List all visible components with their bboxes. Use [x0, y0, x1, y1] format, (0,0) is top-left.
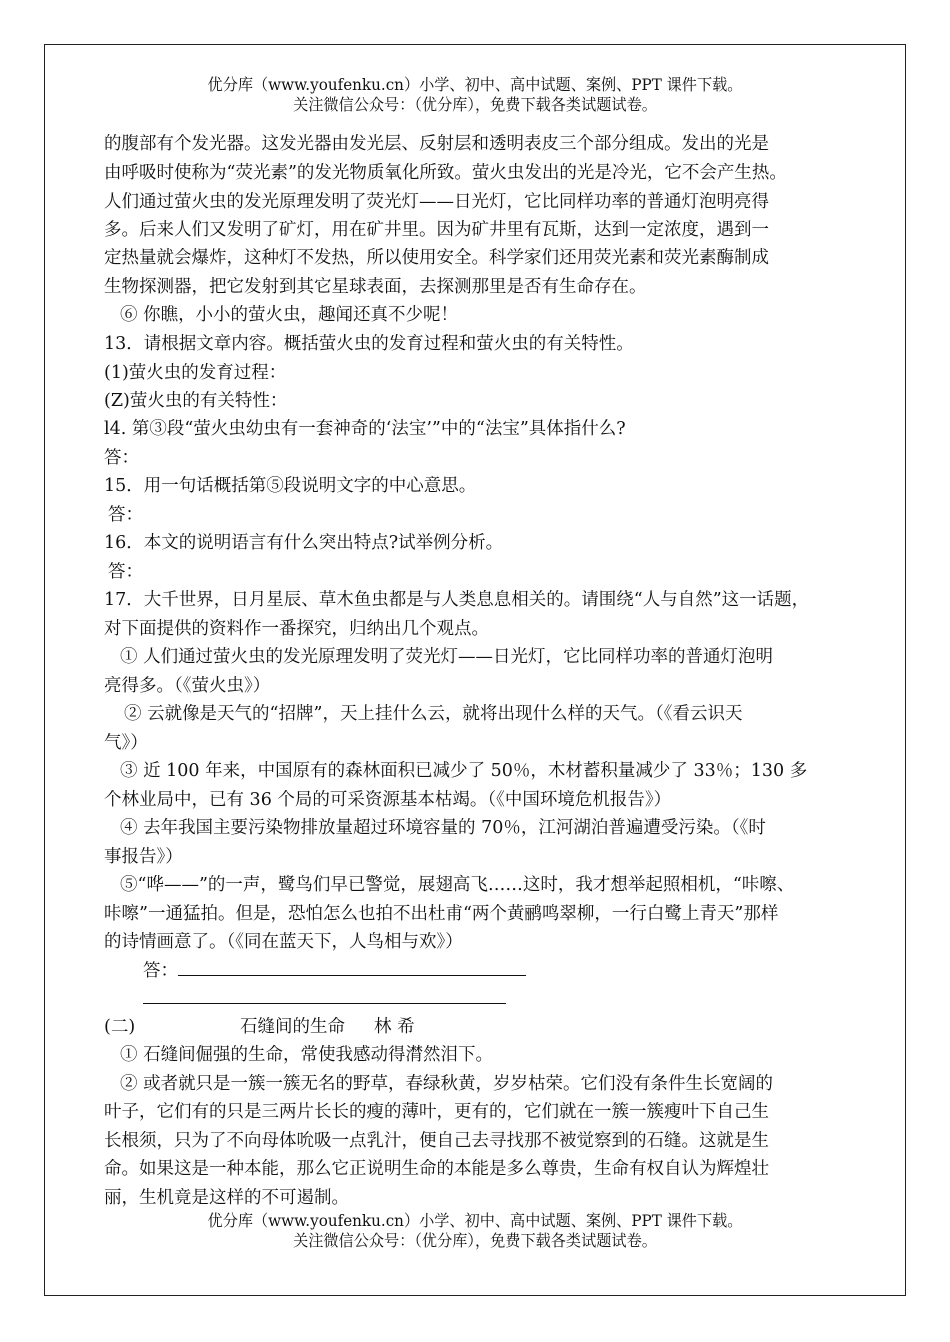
footer-line-2: 关注微信公众号：（优分库），免费下载各类试题试卷。 [293, 1231, 657, 1250]
answer-label: 答： [143, 961, 178, 981]
material-1: ① 人们通过萤火虫的发光原理发明了荧光灯——日光灯，它比同样功率的普通灯泡明 [120, 647, 774, 667]
text-line: 的诗情画意了。（《同在蓝天下，人鸟相与欢》） [104, 932, 463, 952]
passage-line: 命。如果这是一种本能，那么它正说明生命的本能是多么尊贵，生命有权自认为辉煌壮 [104, 1159, 769, 1179]
text-line: 的腹部有个发光器。这发光器由发光层、反射层和透明表皮三个部分组成。发出的光是 [104, 134, 769, 154]
answer-label: 答： [108, 505, 143, 525]
answer-label: 答： [108, 562, 143, 582]
question-17: 17．大千世界，日月星辰、草木鱼虫都是与人类息息相关的。请围绕“人与自然”这一话题， [104, 590, 810, 610]
question-14: l4. 第③段“萤火虫幼虫有一套神奇的‘法宝’”中的“法宝”具体指什么? [104, 419, 626, 439]
answer-line-2[interactable] [143, 1003, 506, 1004]
passage-line: ① 石缝间倔强的生命，常使我感动得潸然泪下。 [120, 1045, 494, 1065]
question-16: 16．本文的说明语言有什么突出特点?试举例分析。 [104, 533, 504, 553]
text-line: 气》） [104, 733, 148, 753]
passage-author: 林 希 [374, 1017, 415, 1037]
text-line: 生物探测器，把它发射到其它星球表面，去探测那里是否有生命存在。 [104, 277, 647, 297]
footer-line-1: 优分库（www.youfenku.cn）小学、初中、高中试题、案例、PPT 课件下载。 [207, 1211, 743, 1230]
text-line: 咔嚓”一通猛拍。但是，恐怕怎么也拍不出杜甫“两个黄鹂鸣翠柳，一行白鹭上青天”那样 [104, 904, 779, 924]
text-line: 由呼吸时使称为“荧光素”的发光物质氧化所致。萤火虫发出的光是冷光，它不会产生热。 [104, 163, 787, 183]
passage-line: ② 或者就只是一簇一簇无名的野草，春绿秋黄，岁岁枯荣。它们没有条件生长宽阔的 [120, 1074, 774, 1094]
passage-line: 叶子，它们有的只是三两片长长的瘦的薄叶，更有的，它们就在一簇一簇瘦叶下自己生 [104, 1102, 769, 1122]
question-13: 13．请根据文章内容。概括萤火虫的发育过程和萤火虫的有关特性。 [104, 334, 634, 354]
text-line: 对下面提供的资料作一番探究，归纳出几个观点。 [104, 619, 489, 639]
answer-label: 答： [104, 448, 139, 468]
text-line: 事报告》） [104, 847, 183, 867]
text-line: 个林业局中，已有 36 个局的可采资源基本枯竭。（《中国环境危机报告》） [104, 790, 672, 810]
question-15: 15．用一句话概括第⑤段说明文字的中心意思。 [104, 476, 477, 496]
material-2: ② 云就像是天气的“招牌”，天上挂什么云，就将出现什么样的天气。（《看云识天 [124, 704, 743, 724]
text-line: 人们通过萤火虫的发光原理发明了荧光灯——日光灯，它比同样功率的普通灯泡明亮得 [104, 192, 769, 212]
question-13-part-2: (Z)萤火虫的有关特性： [104, 391, 288, 411]
passage-line: 丽，生机竟是这样的不可遏制。 [104, 1188, 349, 1208]
text-line: 定热量就会爆炸，这种灯不发热，所以使用安全。科学家们还用荧光素和荧光素酶制成 [104, 248, 769, 268]
material-4: ④ 去年我国主要污染物排放量超过环境容量的 70％，江河湖泊普遍遭受污染。（《时 [120, 818, 766, 838]
text-line: ⑥ 你瞧，小小的萤火虫，趣闻还真不少呢！ [120, 305, 459, 325]
section-number: (二) [104, 1017, 136, 1037]
material-5: ⑤“哗——”的一声，鹭鸟们早已警觉，展翅高飞……这时，我才想举起照相机，“咔嚓、 [120, 875, 795, 895]
passage-line: 长根须，只为了不向母体吮吸一点乳汁，便自己去寻找那不被觉察到的石缝。这就是生 [104, 1131, 769, 1151]
question-13-part-1: (1)萤火虫的发育过程： [104, 363, 287, 383]
header-line-1: 优分库（www.youfenku.cn）小学、初中、高中试题、案例、PPT 课件下载。 [207, 75, 743, 94]
text-line: 亮得多。（《萤火虫》） [104, 676, 271, 696]
header-line-2: 关注微信公众号：（优分库），免费下载各类试题试卷。 [293, 95, 657, 114]
material-3: ③ 近 100 年来，中国原有的森林面积已减少了 50％，木材蓄积量减少了 33％；130 多 [120, 761, 808, 781]
passage-title: 石缝间的生命 [240, 1017, 345, 1037]
text-line: 多。后来人们又发明了矿灯，用在矿井里。因为矿井里有瓦斯，达到一定浓度，遇到一 [104, 220, 769, 240]
answer-line-1[interactable] [178, 975, 526, 976]
